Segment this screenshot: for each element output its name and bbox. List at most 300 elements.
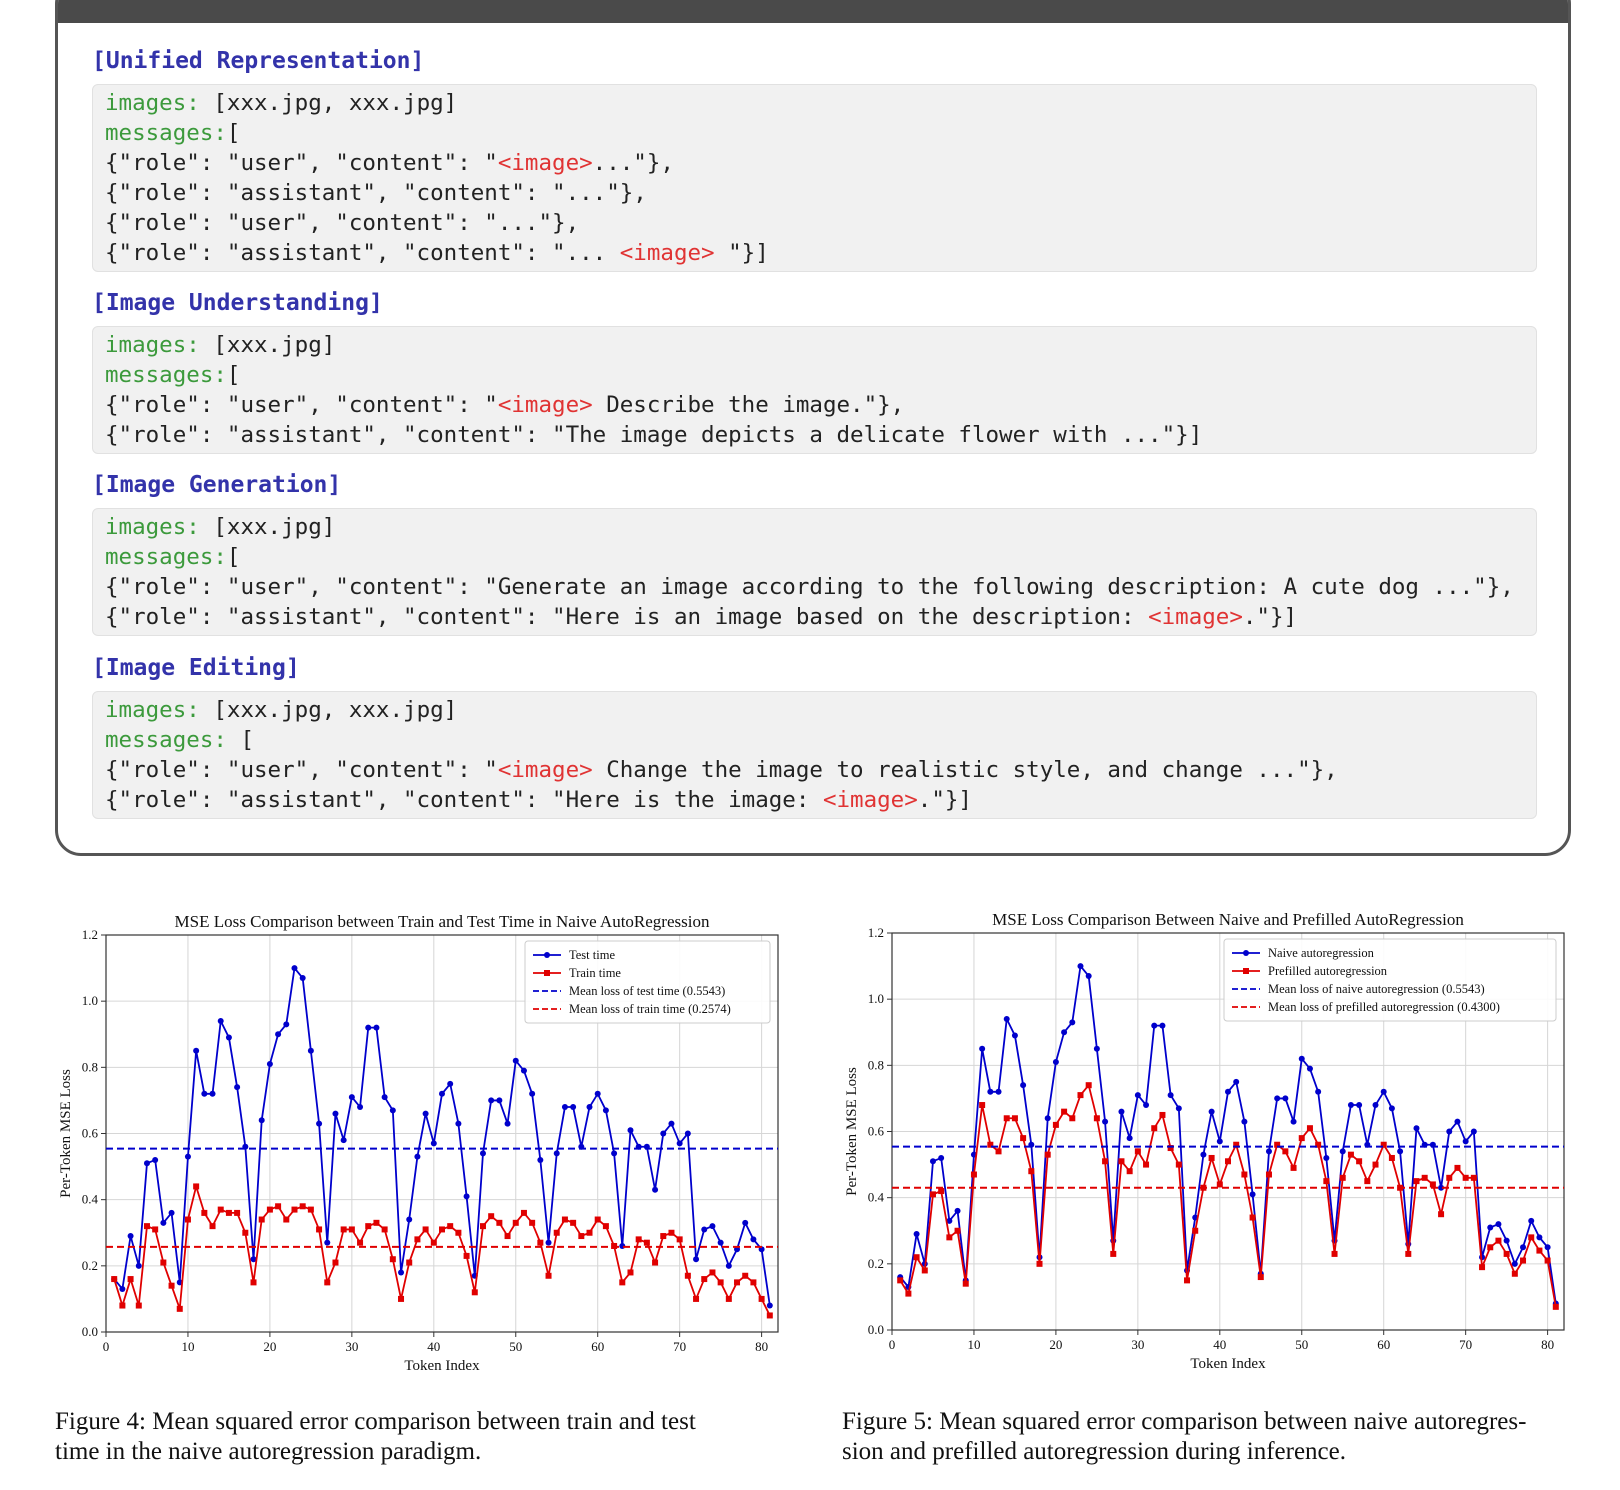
data-point-square — [390, 1256, 396, 1262]
data-point-square — [1471, 1175, 1477, 1181]
data-point-square — [111, 1276, 117, 1282]
data-point-square — [1356, 1158, 1362, 1164]
y-tick-label: 0.6 — [867, 1123, 884, 1139]
code-line — [105, 178, 1524, 208]
data-point-circle — [455, 1121, 461, 1127]
data-point-circle — [1225, 1089, 1231, 1095]
chart-title: MSE Loss Comparison between Train and Test Time in Naive AutoRegression — [174, 912, 710, 931]
data-point-square — [1405, 1251, 1411, 1257]
data-point-square — [652, 1260, 658, 1266]
data-point-square — [1389, 1155, 1395, 1161]
data-point-square — [1504, 1251, 1510, 1257]
data-point-circle — [742, 1220, 748, 1226]
data-point-square — [1282, 1148, 1288, 1154]
data-point-square — [701, 1276, 707, 1282]
data-point-square — [480, 1223, 486, 1229]
data-point-circle — [160, 1220, 166, 1226]
data-point-square — [1495, 1238, 1501, 1244]
code-text: ."}] — [1242, 604, 1298, 630]
data-point-square — [447, 1223, 453, 1229]
code-line — [105, 755, 1524, 785]
x-tick-label: 10 — [967, 1337, 981, 1352]
x-tick-label: 40 — [1213, 1337, 1227, 1352]
y-tick-label: 0.8 — [867, 1057, 884, 1073]
y-axis-label: Per-Token MSE Loss — [844, 1067, 860, 1196]
data-point-circle — [513, 1058, 519, 1064]
code-text: ."}] — [917, 787, 972, 813]
data-point-square — [578, 1233, 584, 1239]
data-point-circle — [1168, 1092, 1174, 1098]
data-point-square — [431, 1240, 437, 1246]
data-point-square — [267, 1207, 273, 1213]
code-key: messages: — [105, 727, 241, 753]
data-point-square — [1250, 1215, 1256, 1221]
data-point-circle — [1446, 1129, 1452, 1135]
code-line — [105, 420, 1524, 450]
data-point-circle — [701, 1226, 707, 1232]
x-tick-label: 20 — [1049, 1337, 1063, 1352]
data-point-circle — [234, 1084, 240, 1090]
code-text: {"role": "user", "content": " — [105, 150, 498, 176]
data-point-square — [996, 1148, 1002, 1154]
data-point-square — [627, 1269, 633, 1275]
x-tick-label: 80 — [1541, 1337, 1555, 1352]
x-axis-label: Token Index — [404, 1358, 480, 1374]
section-title: [Image Editing] — [92, 655, 300, 681]
chart-title: MSE Loss Comparison Between Naive and Prefilled AutoRegression — [992, 910, 1464, 929]
code-key: messages: — [105, 120, 227, 146]
data-point-square — [750, 1279, 756, 1285]
data-point-circle — [1520, 1244, 1526, 1250]
data-point-square — [1430, 1181, 1436, 1187]
data-point-circle — [1348, 1102, 1354, 1108]
figure-4-caption — [55, 1407, 696, 1467]
code-block — [92, 508, 1537, 636]
data-point-circle — [1463, 1138, 1469, 1144]
x-tick-label: 20 — [263, 1339, 277, 1354]
data-point-square — [259, 1217, 265, 1223]
code-text: Describe the image."}, — [592, 392, 905, 418]
y-tick-label: 1.0 — [867, 991, 884, 1007]
data-point-square — [193, 1183, 199, 1189]
code-line — [105, 602, 1524, 632]
data-point-square — [946, 1234, 952, 1240]
data-point-circle — [1250, 1191, 1256, 1197]
data-point-square — [1184, 1277, 1190, 1283]
code-line — [105, 238, 1524, 268]
data-point-square — [971, 1172, 977, 1178]
panel-header-bar — [58, 0, 1568, 23]
y-tick-label: 0.2 — [867, 1255, 884, 1271]
y-tick-label: 0.8 — [81, 1059, 98, 1075]
legend-label: Train time — [569, 966, 621, 980]
data-point-circle — [1020, 1082, 1026, 1088]
data-point-square — [1520, 1258, 1526, 1264]
data-point-square — [472, 1289, 478, 1295]
data-point-circle — [767, 1303, 773, 1309]
data-point-square — [242, 1230, 248, 1236]
data-point-square — [316, 1226, 322, 1232]
data-point-circle — [275, 1031, 281, 1037]
data-point-square — [357, 1240, 363, 1246]
x-tick-label: 50 — [509, 1339, 523, 1354]
caption-line: sion and prefilled autoregression during inference. — [842, 1438, 1346, 1465]
image-token: <image> — [497, 150, 593, 176]
data-point-circle — [1299, 1056, 1305, 1062]
data-point-square — [1118, 1158, 1124, 1164]
data-point-square — [275, 1203, 281, 1209]
data-point-square — [742, 1273, 748, 1279]
data-point-square — [1307, 1125, 1313, 1131]
data-point-square — [1422, 1175, 1428, 1181]
data-point-square — [1012, 1115, 1018, 1121]
data-point-square — [1512, 1271, 1518, 1277]
image-token: <image> — [822, 787, 918, 813]
data-point-circle — [726, 1263, 732, 1269]
data-point-circle — [1127, 1135, 1133, 1141]
data-point-circle — [1200, 1152, 1206, 1158]
data-point-square — [1037, 1261, 1043, 1267]
data-point-circle — [1159, 1023, 1165, 1029]
data-point-circle — [349, 1094, 355, 1100]
data-point-square — [1266, 1172, 1272, 1178]
data-point-circle — [1143, 1102, 1149, 1108]
data-point-circle — [119, 1286, 125, 1292]
data-point-square — [529, 1220, 535, 1226]
code-line — [105, 360, 1524, 390]
data-point-circle — [1528, 1218, 1534, 1224]
data-point-circle — [169, 1210, 175, 1216]
data-point-circle — [185, 1154, 191, 1160]
y-tick-label: 0.0 — [81, 1324, 98, 1339]
data-point-circle — [603, 1107, 609, 1113]
data-point-circle — [979, 1046, 985, 1052]
x-tick-label: 70 — [673, 1339, 687, 1354]
data-point-circle — [357, 1104, 363, 1110]
data-point-circle — [914, 1231, 920, 1237]
data-point-square — [398, 1296, 404, 1302]
data-point-square — [1028, 1168, 1034, 1174]
legend-label: Mean loss of train time (0.2574) — [569, 1002, 731, 1016]
data-point-square — [414, 1236, 420, 1242]
legend-label: Naive autoregression — [1268, 946, 1374, 960]
data-point-circle — [1135, 1092, 1141, 1098]
code-text: [xxx.jpg] — [213, 332, 336, 358]
code-key: images: — [105, 514, 214, 540]
data-point-square — [1217, 1181, 1223, 1187]
data-point-circle — [537, 1157, 543, 1163]
x-tick-label: 30 — [1131, 1337, 1145, 1352]
data-point-square — [537, 1240, 543, 1246]
data-point-square — [1323, 1178, 1329, 1184]
data-point-circle — [660, 1131, 666, 1137]
data-point-square — [660, 1233, 666, 1239]
data-point-square — [587, 1230, 593, 1236]
data-point-circle — [152, 1157, 158, 1163]
image-token: <image> — [1148, 604, 1243, 630]
data-point-circle — [1077, 963, 1083, 969]
data-point-circle — [693, 1256, 699, 1262]
x-tick-label: 0 — [102, 1339, 110, 1354]
legend-label: Mean loss of prefilled autoregression (0.4300) — [1268, 1000, 1500, 1014]
data-point-square — [423, 1226, 429, 1232]
data-point-square — [595, 1217, 601, 1223]
code-key: messages: — [105, 362, 227, 388]
data-point-square — [938, 1188, 944, 1194]
data-point-square — [119, 1303, 125, 1309]
data-point-square — [1479, 1264, 1485, 1270]
image-token: <image> — [497, 757, 593, 783]
data-point-square — [201, 1210, 207, 1216]
data-point-square — [373, 1220, 379, 1226]
data-point-square — [1020, 1135, 1026, 1141]
data-point-circle — [1373, 1102, 1379, 1108]
data-point-circle — [308, 1048, 314, 1054]
code-text: {"role": "user", "content": " — [105, 392, 498, 418]
data-point-circle — [668, 1121, 674, 1127]
data-point-circle — [144, 1160, 150, 1166]
data-point-circle — [1356, 1102, 1362, 1108]
data-point-circle — [930, 1158, 936, 1164]
x-tick-label: 30 — [345, 1339, 359, 1354]
y-tick-label: 0.4 — [81, 1191, 98, 1207]
data-point-circle — [464, 1193, 470, 1199]
legend-label: Test time — [569, 948, 615, 962]
series-line — [114, 1186, 770, 1315]
x-tick-label: 60 — [1377, 1337, 1391, 1352]
y-tick-label: 1.2 — [81, 927, 98, 942]
code-key: messages: — [105, 544, 227, 570]
data-point-circle — [480, 1150, 486, 1156]
code-line — [105, 695, 1524, 725]
data-point-square — [300, 1203, 306, 1209]
data-point-square — [1454, 1165, 1460, 1171]
data-point-circle — [431, 1140, 437, 1146]
data-point-circle — [259, 1117, 265, 1123]
data-point-circle — [554, 1150, 560, 1156]
data-point-square — [685, 1273, 691, 1279]
data-point-circle — [398, 1269, 404, 1275]
data-point-square — [136, 1303, 142, 1309]
data-point-square — [382, 1226, 388, 1232]
data-point-circle — [226, 1035, 232, 1041]
code-line — [105, 330, 1524, 360]
data-point-square — [930, 1191, 936, 1197]
data-point-square — [1135, 1148, 1141, 1154]
code-text: [xxx.jpg, xxx.jpg] — [213, 90, 458, 116]
data-point-square — [636, 1236, 642, 1242]
section-title: [Image Generation] — [92, 472, 342, 498]
data-point-circle — [136, 1263, 142, 1269]
data-point-circle — [201, 1091, 207, 1097]
data-point-square — [718, 1279, 724, 1285]
figure-5-caption — [842, 1407, 1526, 1467]
y-tick-label: 0.0 — [867, 1322, 884, 1337]
data-point-circle — [1454, 1119, 1460, 1125]
data-point-circle — [570, 1104, 576, 1110]
data-point-circle — [373, 1025, 379, 1031]
data-point-circle — [390, 1107, 396, 1113]
data-point-square — [644, 1240, 650, 1246]
y-tick-label: 0.4 — [867, 1189, 884, 1205]
code-text: {"role": "assistant", "content": "Here is an image based on the description: — [105, 604, 1149, 630]
data-point-square — [1438, 1211, 1444, 1217]
data-point-square — [546, 1273, 552, 1279]
data-point-circle — [1217, 1138, 1223, 1144]
code-text: {"role": "user", "content": " — [105, 757, 498, 783]
code-text: {"role": "user", "content": "..."}, — [105, 210, 580, 236]
code-text: Change the image to realistic style, and change ..."}, — [592, 757, 1338, 783]
data-point-square — [955, 1228, 961, 1234]
data-point-circle — [750, 1236, 756, 1242]
data-point-square — [251, 1279, 257, 1285]
data-point-square — [1053, 1122, 1059, 1128]
legend-label: Mean loss of test time (0.5543) — [569, 984, 726, 998]
data-point-circle — [1053, 1059, 1059, 1065]
data-point-circle — [1274, 1095, 1280, 1101]
data-point-circle — [324, 1240, 330, 1246]
data-point-square — [488, 1213, 494, 1219]
code-text: [ — [240, 727, 255, 753]
data-point-square — [521, 1210, 527, 1216]
data-point-square — [1209, 1155, 1215, 1161]
data-point-square — [570, 1220, 576, 1226]
code-text: ..."}, — [592, 150, 674, 176]
data-point-square — [554, 1230, 560, 1236]
data-point-circle — [1291, 1119, 1297, 1125]
data-point-square — [726, 1296, 732, 1302]
data-point-circle — [316, 1121, 322, 1127]
data-point-circle — [685, 1131, 691, 1137]
data-point-square — [324, 1279, 330, 1285]
code-text: [ — [226, 544, 241, 570]
x-tick-label: 10 — [181, 1339, 195, 1354]
caption-line: Figure 5: Mean squared error comparison between naive autoregres- — [842, 1408, 1527, 1435]
data-point-square — [349, 1226, 355, 1232]
legend-label: Prefilled autoregression — [1268, 964, 1388, 978]
data-point-circle — [521, 1068, 527, 1074]
data-point-square — [1446, 1175, 1452, 1181]
data-point-square — [1159, 1112, 1165, 1118]
code-line — [105, 208, 1524, 238]
data-point-square — [1110, 1251, 1116, 1257]
data-point-square — [226, 1210, 232, 1216]
data-point-circle — [1094, 1046, 1100, 1052]
data-point-square — [365, 1223, 371, 1229]
data-point-square — [210, 1223, 216, 1229]
data-point-circle — [1241, 1119, 1247, 1125]
data-point-circle — [652, 1187, 658, 1193]
data-point-square — [1291, 1165, 1297, 1171]
data-point-square — [341, 1226, 347, 1232]
data-point-square — [709, 1269, 715, 1275]
data-point-square — [1143, 1162, 1149, 1168]
data-point-circle — [1471, 1129, 1477, 1135]
data-point-square — [455, 1230, 461, 1236]
data-point-square — [1528, 1234, 1534, 1240]
data-point-square — [439, 1226, 445, 1232]
x-tick-label: 60 — [591, 1339, 605, 1354]
code-text: [ — [226, 362, 241, 388]
data-point-circle — [488, 1097, 494, 1103]
data-point-square — [1086, 1082, 1092, 1088]
data-point-circle — [627, 1127, 633, 1133]
data-point-square — [603, 1223, 609, 1229]
data-point-square — [128, 1276, 134, 1282]
data-point-square — [1102, 1158, 1108, 1164]
data-point-square — [905, 1291, 911, 1297]
code-line — [105, 118, 1524, 148]
x-tick-label: 0 — [888, 1337, 896, 1352]
data-point-circle — [718, 1240, 724, 1246]
data-point-circle — [332, 1111, 338, 1117]
data-point-square — [1258, 1274, 1264, 1280]
data-point-circle — [1487, 1224, 1493, 1230]
data-point-square — [1004, 1115, 1010, 1121]
data-point-square — [1176, 1162, 1182, 1168]
data-point-square — [1463, 1175, 1469, 1181]
code-text: {"role": "assistant", "content": "... — [105, 240, 620, 266]
data-point-circle — [1233, 1079, 1239, 1085]
code-line — [105, 725, 1524, 755]
data-point-square — [693, 1296, 699, 1302]
data-point-square — [1553, 1304, 1559, 1310]
code-block — [92, 326, 1537, 454]
data-point-square — [406, 1260, 412, 1266]
data-point-square — [1487, 1244, 1493, 1250]
x-tick-label: 70 — [1459, 1337, 1473, 1352]
data-point-square — [1225, 1158, 1231, 1164]
code-key: images: — [105, 697, 214, 723]
data-point-square — [1536, 1248, 1542, 1254]
data-point-square — [1045, 1152, 1051, 1158]
data-point-circle — [1536, 1234, 1542, 1240]
section-title: [Unified Representation] — [92, 48, 425, 74]
data-point-square — [619, 1279, 625, 1285]
data-point-square — [734, 1279, 740, 1285]
data-point-square — [668, 1230, 674, 1236]
x-tick-label: 50 — [1295, 1337, 1309, 1352]
data-point-circle — [595, 1091, 601, 1097]
code-line — [105, 390, 1524, 420]
data-point-circle — [1061, 1029, 1067, 1035]
data-point-circle — [1266, 1148, 1272, 1154]
image-token: <image> — [497, 392, 593, 418]
data-point-square — [1340, 1175, 1346, 1181]
data-point-circle — [1495, 1221, 1501, 1227]
data-point-circle — [1340, 1148, 1346, 1154]
data-point-circle — [193, 1048, 199, 1054]
data-point-circle — [291, 965, 297, 971]
code-block — [92, 691, 1537, 819]
data-point-square — [1413, 1178, 1419, 1184]
data-point-circle — [987, 1089, 993, 1095]
data-point-square — [1061, 1109, 1067, 1115]
data-point-circle — [1282, 1095, 1288, 1101]
data-point-square — [922, 1267, 928, 1273]
data-point-square — [218, 1207, 224, 1213]
data-point-circle — [709, 1223, 715, 1229]
data-point-square — [1192, 1228, 1198, 1234]
data-point-square — [1094, 1115, 1100, 1121]
code-line — [105, 785, 1524, 815]
data-point-square — [308, 1207, 314, 1213]
data-point-circle — [1315, 1089, 1321, 1095]
data-point-square — [332, 1260, 338, 1266]
data-point-square — [562, 1217, 568, 1223]
data-point-circle — [414, 1154, 420, 1160]
code-line — [105, 88, 1524, 118]
